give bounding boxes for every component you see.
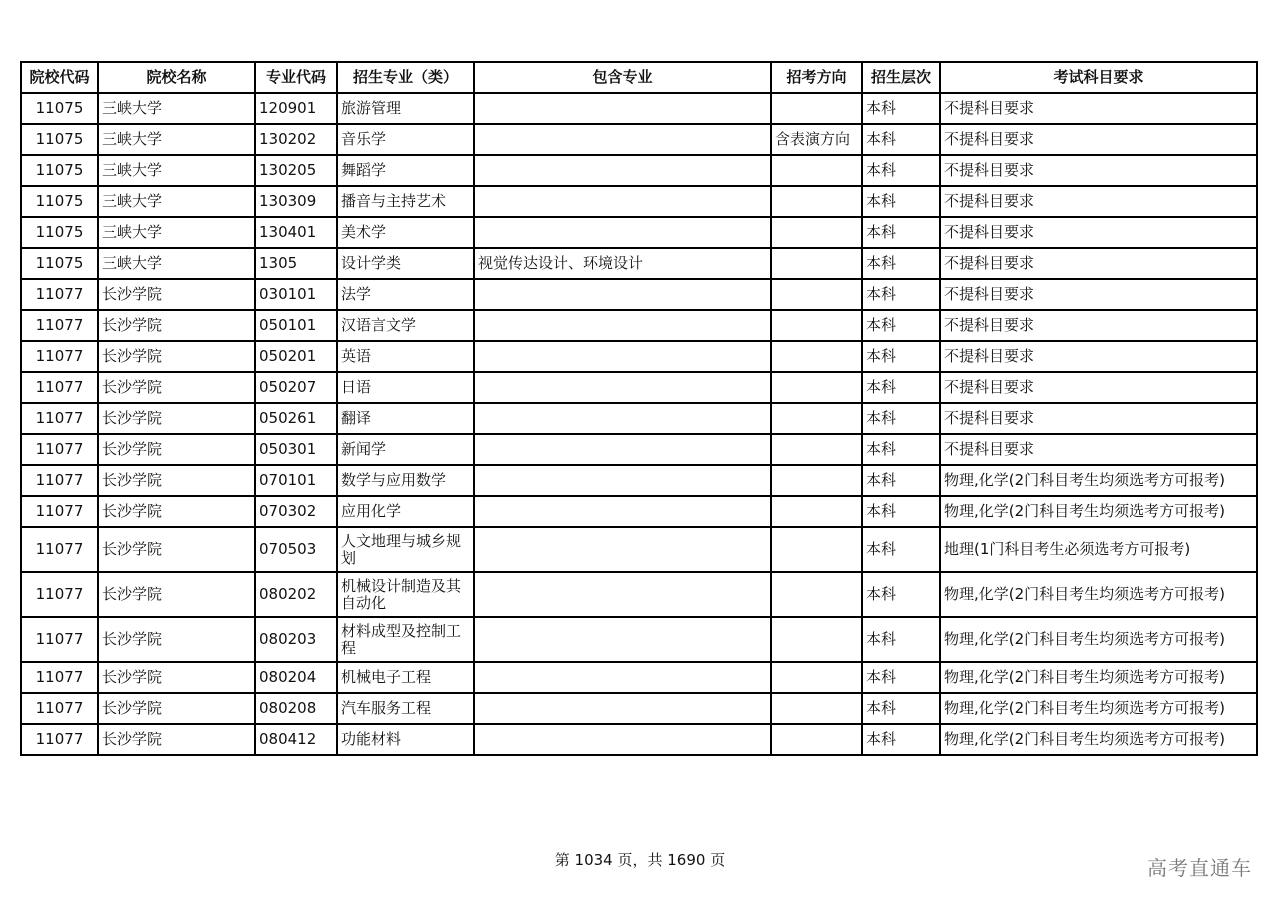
included-majors-cell (474, 572, 771, 617)
subject-requirement-cell: 物理,化学(2门科目考生均须选考方可报考) (940, 496, 1257, 527)
school-name-cell: 长沙学院 (98, 465, 255, 496)
major-code-cell: 1305 (255, 248, 337, 279)
table-row (21, 724, 1257, 755)
included-majors-cell (474, 617, 771, 662)
included-majors-cell (474, 662, 771, 693)
subject-requirement-cell: 不提科目要求 (940, 93, 1257, 124)
major-name-cell: 美术学 (337, 217, 474, 248)
included-majors-cell (474, 372, 771, 403)
level-cell: 本科 (862, 527, 940, 572)
major-name-cell: 应用化学 (337, 496, 474, 527)
school-code-cell: 11077 (21, 310, 98, 341)
subject-requirement-cell: 不提科目要求 (940, 341, 1257, 372)
major-code-cell: 080208 (255, 693, 337, 724)
school-name-cell: 三峡大学 (98, 217, 255, 248)
direction-cell (771, 693, 862, 724)
table-row (21, 572, 1257, 617)
table-row (21, 310, 1257, 341)
major-name-cell: 日语 (337, 372, 474, 403)
table-row (21, 465, 1257, 496)
admission-table (20, 61, 1258, 756)
direction-cell (771, 155, 862, 186)
subject-requirement-cell: 物理,化学(2门科目考生均须选考方可报考) (940, 693, 1257, 724)
included-majors-cell (474, 124, 771, 155)
table-row (21, 434, 1257, 465)
level-cell: 本科 (862, 341, 940, 372)
level-cell: 本科 (862, 124, 940, 155)
major-code-cell: 130309 (255, 186, 337, 217)
major-name-cell: 功能材料 (337, 724, 474, 755)
major-name-cell: 机械设计制造及其自动化 (337, 572, 474, 617)
school-code-cell: 11077 (21, 372, 98, 403)
major-name-cell: 数学与应用数学 (337, 465, 474, 496)
school-code-cell: 11077 (21, 617, 98, 662)
major-name-cell: 法学 (337, 279, 474, 310)
direction-cell (771, 93, 862, 124)
major-code-cell: 130401 (255, 217, 337, 248)
school-code-cell: 11077 (21, 724, 98, 755)
school-code-cell: 11075 (21, 248, 98, 279)
direction-cell (771, 310, 862, 341)
school-name-cell: 长沙学院 (98, 279, 255, 310)
direction-cell (771, 341, 862, 372)
level-cell: 本科 (862, 248, 940, 279)
school-name-cell: 三峡大学 (98, 93, 255, 124)
header-major-name: 招生专业（类） (337, 62, 474, 93)
major-name-cell: 汽车服务工程 (337, 693, 474, 724)
school-name-cell: 长沙学院 (98, 341, 255, 372)
subject-requirement-cell: 物理,化学(2门科目考生均须选考方可报考) (940, 617, 1257, 662)
header-level: 招生层次 (862, 62, 940, 93)
major-name-cell: 设计学类 (337, 248, 474, 279)
major-code-cell: 050207 (255, 372, 337, 403)
major-code-cell: 030101 (255, 279, 337, 310)
school-code-cell: 11077 (21, 465, 98, 496)
level-cell: 本科 (862, 662, 940, 693)
level-cell: 本科 (862, 693, 940, 724)
major-code-cell: 130205 (255, 155, 337, 186)
table-row (21, 124, 1257, 155)
included-majors-cell (474, 527, 771, 572)
school-name-cell: 三峡大学 (98, 124, 255, 155)
major-name-cell: 新闻学 (337, 434, 474, 465)
level-cell: 本科 (862, 372, 940, 403)
direction-cell (771, 434, 862, 465)
table-row (21, 248, 1257, 279)
included-majors-cell (474, 724, 771, 755)
table-row (21, 527, 1257, 572)
direction-cell (771, 372, 862, 403)
header-subject-requirement: 考试科目要求 (940, 62, 1257, 93)
school-name-cell: 三峡大学 (98, 186, 255, 217)
school-code-cell: 11077 (21, 572, 98, 617)
table-row (21, 217, 1257, 248)
level-cell: 本科 (862, 279, 940, 310)
level-cell: 本科 (862, 93, 940, 124)
level-cell: 本科 (862, 572, 940, 617)
level-cell: 本科 (862, 403, 940, 434)
included-majors-cell (474, 693, 771, 724)
school-name-cell: 长沙学院 (98, 527, 255, 572)
school-name-cell: 长沙学院 (98, 617, 255, 662)
table-row (21, 279, 1257, 310)
direction-cell (771, 465, 862, 496)
table-row (21, 155, 1257, 186)
included-majors-cell (474, 279, 771, 310)
subject-requirement-cell: 地理(1门科目考生必须选考方可报考) (940, 527, 1257, 572)
header-row (21, 62, 1257, 93)
header-school-code: 院校代码 (21, 62, 98, 93)
major-code-cell: 050101 (255, 310, 337, 341)
major-code-cell: 050261 (255, 403, 337, 434)
direction-cell: 含表演方向 (771, 124, 862, 155)
subject-requirement-cell: 不提科目要求 (940, 248, 1257, 279)
included-majors-cell (474, 186, 771, 217)
school-code-cell: 11077 (21, 693, 98, 724)
header-major-code: 专业代码 (255, 62, 337, 93)
school-name-cell: 长沙学院 (98, 434, 255, 465)
header-direction: 招考方向 (771, 62, 862, 93)
major-name-cell: 翻译 (337, 403, 474, 434)
direction-cell (771, 279, 862, 310)
school-name-cell: 长沙学院 (98, 693, 255, 724)
school-code-cell: 11075 (21, 93, 98, 124)
school-code-cell: 11077 (21, 434, 98, 465)
major-name-cell: 材料成型及控制工程 (337, 617, 474, 662)
major-code-cell: 080412 (255, 724, 337, 755)
included-majors-cell (474, 341, 771, 372)
direction-cell (771, 662, 862, 693)
subject-requirement-cell: 不提科目要求 (940, 217, 1257, 248)
subject-requirement-cell: 不提科目要求 (940, 372, 1257, 403)
direction-cell (771, 186, 862, 217)
major-name-cell: 旅游管理 (337, 93, 474, 124)
table-row (21, 186, 1257, 217)
direction-cell (771, 496, 862, 527)
major-code-cell: 050301 (255, 434, 337, 465)
major-name-cell: 音乐学 (337, 124, 474, 155)
school-code-cell: 11077 (21, 496, 98, 527)
header-included-majors: 包含专业 (474, 62, 771, 93)
included-majors-cell (474, 93, 771, 124)
major-code-cell: 130202 (255, 124, 337, 155)
level-cell: 本科 (862, 496, 940, 527)
level-cell: 本科 (862, 465, 940, 496)
school-name-cell: 长沙学院 (98, 724, 255, 755)
major-name-cell: 汉语言文学 (337, 310, 474, 341)
major-name-cell: 舞蹈学 (337, 155, 474, 186)
major-code-cell: 050201 (255, 341, 337, 372)
school-name-cell: 三峡大学 (98, 248, 255, 279)
table-row (21, 372, 1257, 403)
school-name-cell: 长沙学院 (98, 310, 255, 341)
school-code-cell: 11077 (21, 403, 98, 434)
school-name-cell: 长沙学院 (98, 662, 255, 693)
table-row (21, 662, 1257, 693)
header-school-name: 院校名称 (98, 62, 255, 93)
subject-requirement-cell: 不提科目要求 (940, 124, 1257, 155)
major-name-cell: 机械电子工程 (337, 662, 474, 693)
level-cell: 本科 (862, 724, 940, 755)
level-cell: 本科 (862, 217, 940, 248)
subject-requirement-cell: 不提科目要求 (940, 279, 1257, 310)
subject-requirement-cell: 物理,化学(2门科目考生均须选考方可报考) (940, 465, 1257, 496)
included-majors-cell (474, 434, 771, 465)
school-name-cell: 长沙学院 (98, 372, 255, 403)
watermark: 高考直通车 (1147, 856, 1252, 880)
school-name-cell: 长沙学院 (98, 572, 255, 617)
major-name-cell: 英语 (337, 341, 474, 372)
direction-cell (771, 403, 862, 434)
major-code-cell: 120901 (255, 93, 337, 124)
included-majors-cell (474, 217, 771, 248)
school-code-cell: 11075 (21, 217, 98, 248)
level-cell: 本科 (862, 186, 940, 217)
level-cell: 本科 (862, 155, 940, 186)
subject-requirement-cell: 不提科目要求 (940, 310, 1257, 341)
major-name-cell: 人文地理与城乡规划 (337, 527, 474, 572)
included-majors-cell (474, 155, 771, 186)
school-name-cell: 三峡大学 (98, 155, 255, 186)
school-code-cell: 11075 (21, 186, 98, 217)
included-majors-cell (474, 310, 771, 341)
subject-requirement-cell: 不提科目要求 (940, 186, 1257, 217)
subject-requirement-cell: 不提科目要求 (940, 434, 1257, 465)
subject-requirement-cell: 物理,化学(2门科目考生均须选考方可报考) (940, 662, 1257, 693)
level-cell: 本科 (862, 310, 940, 341)
direction-cell (771, 248, 862, 279)
school-code-cell: 11075 (21, 124, 98, 155)
included-majors-cell (474, 403, 771, 434)
subject-requirement-cell: 物理,化学(2门科目考生均须选考方可报考) (940, 724, 1257, 755)
subject-requirement-cell: 不提科目要求 (940, 403, 1257, 434)
major-code-cell: 080204 (255, 662, 337, 693)
school-code-cell: 11077 (21, 527, 98, 572)
school-code-cell: 11077 (21, 662, 98, 693)
major-code-cell: 080203 (255, 617, 337, 662)
table-row (21, 341, 1257, 372)
direction-cell (771, 724, 862, 755)
table-row (21, 496, 1257, 527)
level-cell: 本科 (862, 617, 940, 662)
subject-requirement-cell: 物理,化学(2门科目考生均须选考方可报考) (940, 572, 1257, 617)
included-majors-cell (474, 496, 771, 527)
major-code-cell: 070302 (255, 496, 337, 527)
school-name-cell: 长沙学院 (98, 403, 255, 434)
page-number: 第 1034 页，共 1690 页 (554, 851, 726, 869)
table-row (21, 693, 1257, 724)
table-row (21, 617, 1257, 662)
major-code-cell: 070503 (255, 527, 337, 572)
level-cell: 本科 (862, 434, 940, 465)
direction-cell (771, 617, 862, 662)
major-code-cell: 080202 (255, 572, 337, 617)
table-row (21, 403, 1257, 434)
direction-cell (771, 572, 862, 617)
table-row (21, 93, 1257, 124)
included-majors-cell (474, 465, 771, 496)
school-code-cell: 11075 (21, 155, 98, 186)
school-code-cell: 11077 (21, 279, 98, 310)
school-code-cell: 11077 (21, 341, 98, 372)
school-name-cell: 长沙学院 (98, 496, 255, 527)
included-majors-cell: 视觉传达设计、环境设计 (474, 248, 771, 279)
major-name-cell: 播音与主持艺术 (337, 186, 474, 217)
major-code-cell: 070101 (255, 465, 337, 496)
direction-cell (771, 527, 862, 572)
direction-cell (771, 217, 862, 248)
subject-requirement-cell: 不提科目要求 (940, 155, 1257, 186)
